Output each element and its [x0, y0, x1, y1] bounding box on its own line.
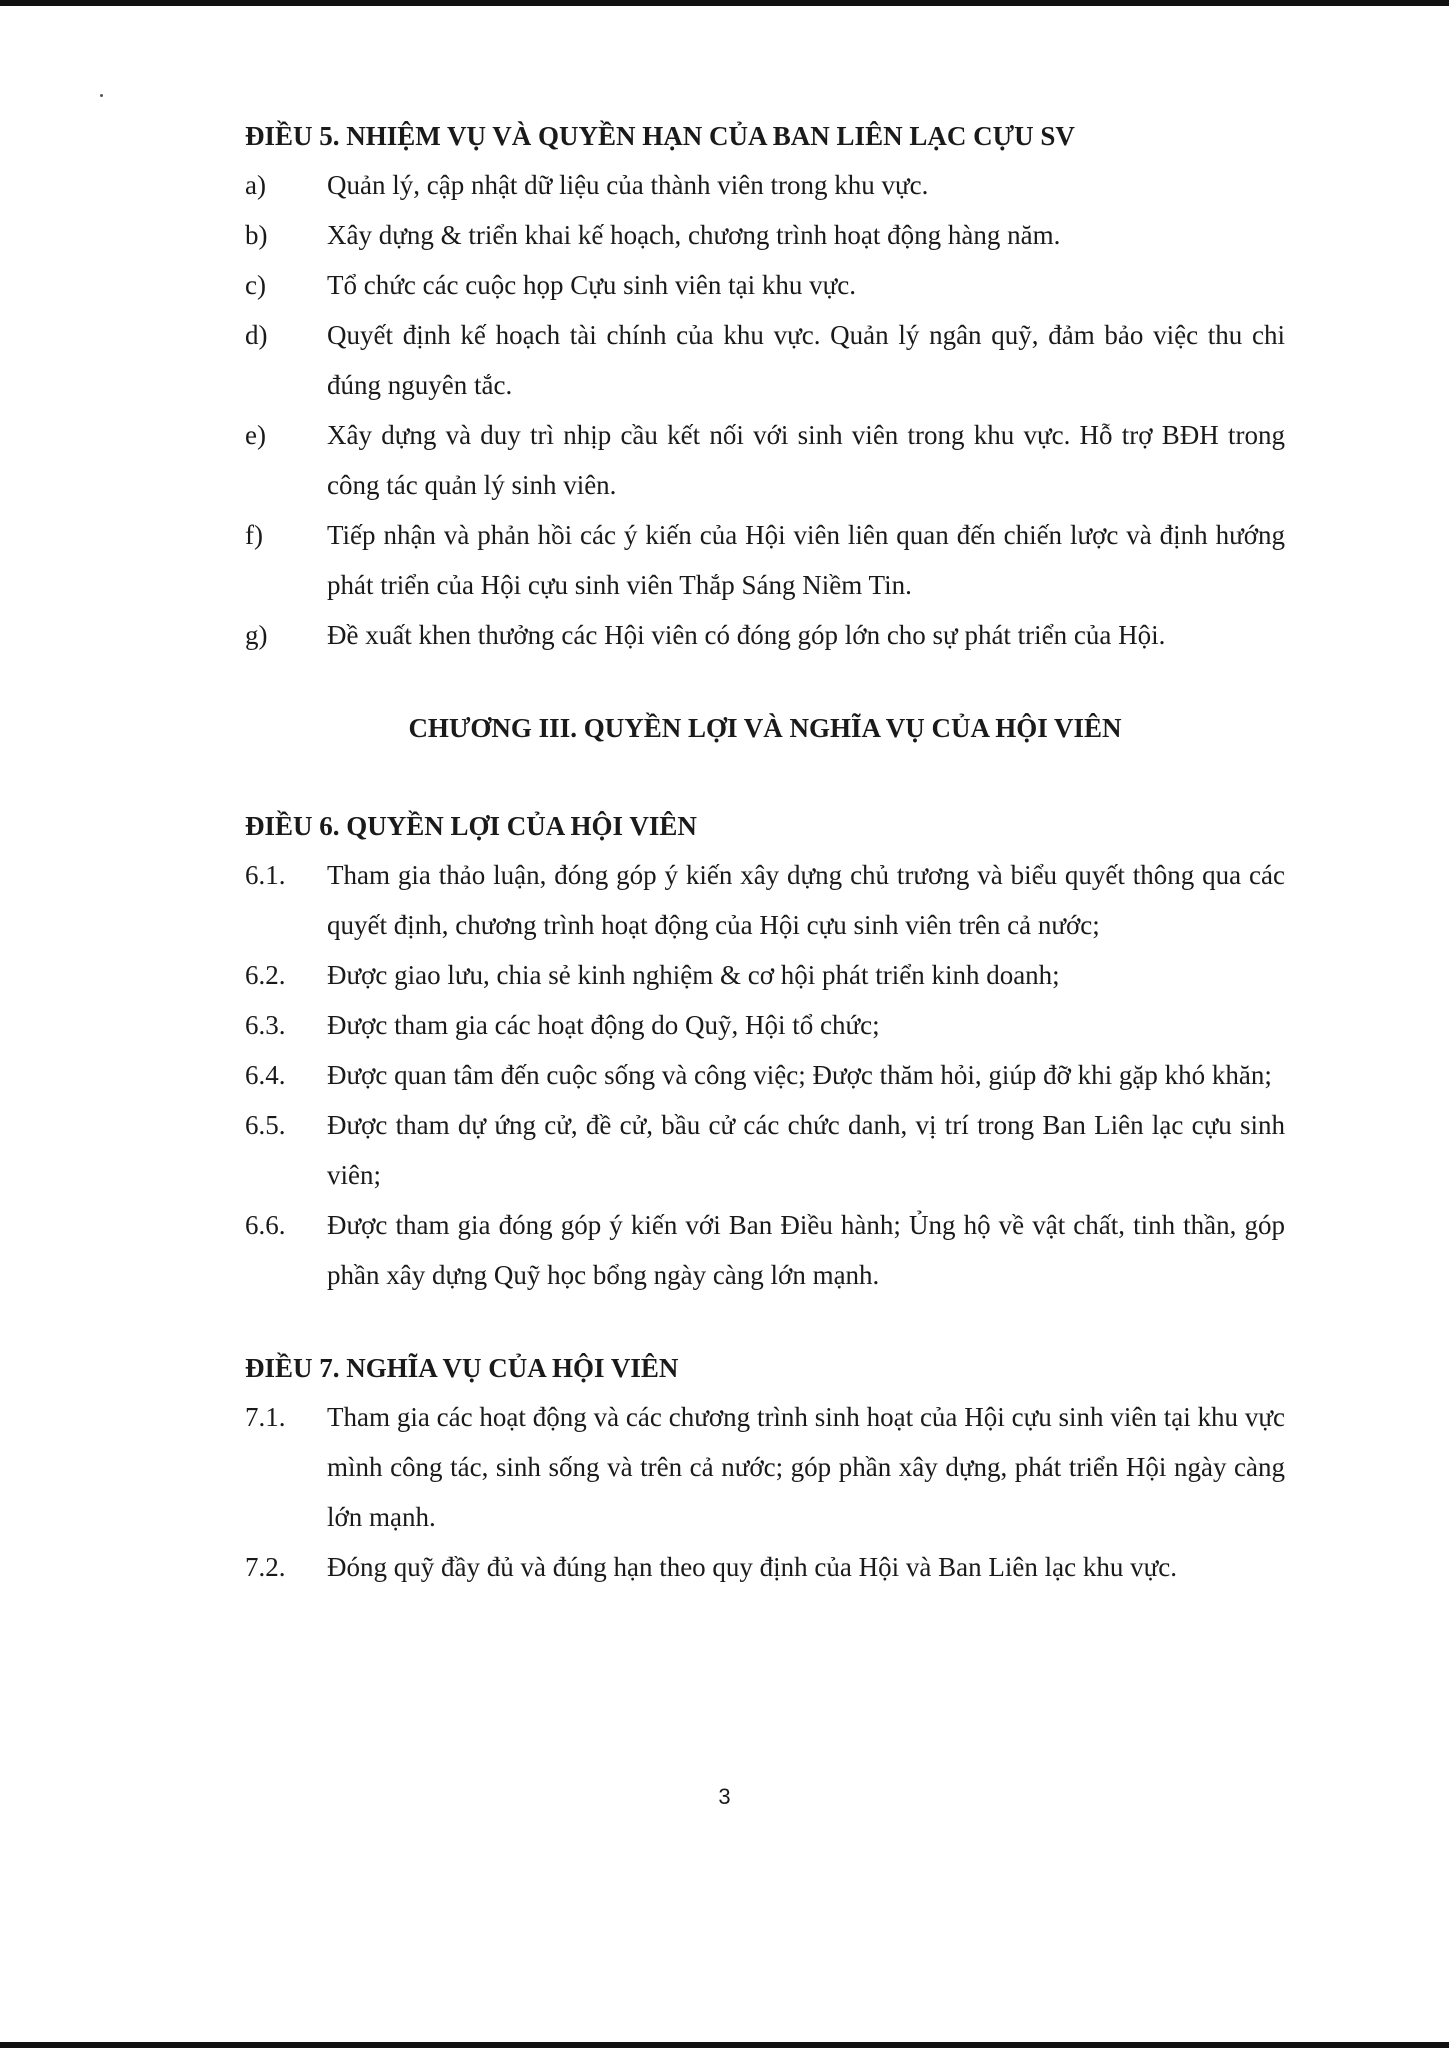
item-text: Đóng quỹ đầy đủ và đúng hạn theo quy định của Hội và Ban Liên lạc khu vực. — [327, 1552, 1177, 1582]
item-marker: 7.2. — [245, 1552, 286, 1582]
item-text: Được tham dự ứng cử, đề cử, bầu cử các chức danh, vị trí trong Ban Liên lạc cựu sinh viên; — [327, 1110, 1285, 1190]
list-item — [245, 160, 1285, 210]
list-item — [245, 1100, 1285, 1200]
item-text: Xây dựng & triển khai kế hoạch, chương trình hoạt động hàng năm. — [327, 220, 1061, 250]
list-item — [245, 510, 1285, 610]
item-marker: 7.1. — [245, 1402, 286, 1432]
list-item — [245, 1542, 1285, 1592]
document-page — [245, 118, 1285, 1592]
item-marker: 6.2. — [245, 960, 286, 990]
item-marker: 6.3. — [245, 1010, 286, 1040]
item-marker: a) — [245, 170, 266, 200]
list-item — [245, 210, 1285, 260]
item-marker: 6.1. — [245, 860, 286, 890]
item-marker: e) — [245, 420, 266, 450]
list-item — [245, 850, 1285, 950]
list-item — [245, 260, 1285, 310]
list-item — [245, 1050, 1285, 1100]
list-item — [245, 410, 1285, 510]
item-text: Đề xuất khen thưởng các Hội viên có đóng góp lớn cho sự phát triển của Hội. — [327, 620, 1166, 650]
article-7-heading: ĐIỀU 7. NGHĨA VỤ CỦA HỘI VIÊN — [245, 1353, 679, 1383]
scan-speck — [100, 94, 103, 97]
item-marker: b) — [245, 220, 268, 250]
article-5-heading: ĐIỀU 5. NHIỆM VỤ VÀ QUYỀN HẠN CỦA BAN LIÊN LẠC CỰU SV — [245, 121, 1075, 151]
article-5-list — [245, 160, 1285, 660]
item-marker: 6.4. — [245, 1060, 286, 1090]
item-text: Tổ chức các cuộc họp Cựu sinh viên tại khu vực. — [327, 270, 857, 300]
scan-top-border — [0, 0, 1449, 6]
item-marker: 6.6. — [245, 1210, 286, 1240]
article-6-list — [245, 850, 1285, 1300]
item-text: Được tham gia các hoạt động do Quỹ, Hội tổ chức; — [327, 1010, 880, 1040]
scan-bottom-border — [0, 2042, 1449, 2048]
item-text: Xây dựng và duy trì nhịp cầu kết nối với sinh viên trong khu vực. Hỗ trợ BĐH trong công tác quản lý sinh viên. — [327, 420, 1285, 500]
item-marker: 6.5. — [245, 1110, 286, 1140]
list-item — [245, 610, 1285, 660]
item-text: Được quan tâm đến cuộc sống và công việc; Được thăm hỏi, giúp đỡ khi gặp khó khăn; — [327, 1060, 1272, 1090]
page-number: 3 — [718, 1784, 731, 1809]
item-text: Được giao lưu, chia sẻ kinh nghiệm & cơ hội phát triển kinh doanh; — [327, 960, 1060, 990]
item-marker: d) — [245, 320, 268, 350]
item-marker: f) — [245, 520, 263, 550]
list-item — [245, 310, 1285, 410]
item-text: Được tham gia đóng góp ý kiến với Ban Điều hành; Ủng hộ về vật chất, tinh thần, góp phần xây dựng Quỹ học bổng ngày càng lớn mạnh. — [327, 1210, 1285, 1290]
item-text: Tiếp nhận và phản hồi các ý kiến của Hội viên liên quan đến chiến lược và định hướng phát triển của Hội cựu sinh viên Thắp Sáng Niềm Tin. — [327, 520, 1285, 600]
list-item — [245, 1000, 1285, 1050]
item-text: Tham gia thảo luận, đóng góp ý kiến xây dựng chủ trương và biểu quyết thông qua các quyết định, chương trình hoạt động của Hội cựu sinh viên trên cả nước; — [327, 860, 1285, 940]
article-6-heading: ĐIỀU 6. QUYỀN LỢI CỦA HỘI VIÊN — [245, 811, 697, 841]
chapter-3-title: CHƯƠNG III. QUYỀN LỢI VÀ NGHĨA VỤ CỦA HỘI VIÊN — [408, 713, 1122, 743]
item-text: Tham gia các hoạt động và các chương trình sinh hoạt của Hội cựu sinh viên tại khu vực mình công tác, sinh sống và trên cả nước; góp phần xây dựng, phát triển Hội ngày càng lớn mạnh. — [327, 1402, 1285, 1532]
item-text: Quyết định kế hoạch tài chính của khu vực. Quản lý ngân quỹ, đảm bảo việc thu chi đúng nguyên tắc. — [327, 320, 1285, 400]
item-text: Quản lý, cập nhật dữ liệu của thành viên trong khu vực. — [327, 170, 929, 200]
item-marker: g) — [245, 620, 268, 650]
item-marker: c) — [245, 270, 266, 300]
article-7-list — [245, 1392, 1285, 1592]
list-item — [245, 1200, 1285, 1300]
list-item — [245, 1392, 1285, 1542]
list-item — [245, 950, 1285, 1000]
